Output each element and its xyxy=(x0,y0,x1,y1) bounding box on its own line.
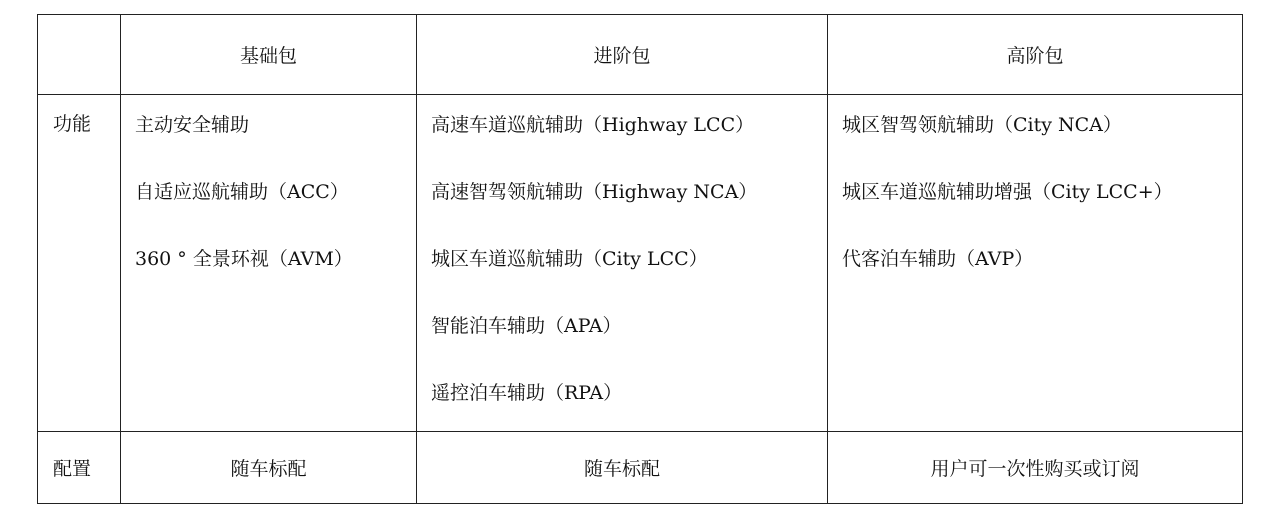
high-config-cell: 用户可一次性购买或订阅 xyxy=(828,432,1243,504)
package-comparison-table xyxy=(37,14,1243,504)
advanced-features-list xyxy=(417,95,827,410)
advanced-config-cell: 随车标配 xyxy=(417,432,828,504)
header-high-package: 高阶包 xyxy=(828,15,1243,95)
high-feature-item: 城区车道巡航辅助增强（City LCC+） xyxy=(842,181,1173,203)
header-row xyxy=(38,15,1243,95)
high-feature-item: 代客泊车辅助（AVP） xyxy=(842,248,1034,270)
advanced-feature-item: 遥控泊车辅助（RPA） xyxy=(431,382,623,404)
header-corner-cell xyxy=(38,15,121,95)
advanced-feature-item: 高速车道巡航辅助（Highway LCC） xyxy=(431,114,755,136)
basic-features-list xyxy=(121,95,416,276)
basic-feature-item: 自适应巡航辅助（ACC） xyxy=(135,181,349,203)
header-advanced-package: 进阶包 xyxy=(417,15,828,95)
advanced-feature-item: 城区车道巡航辅助（City LCC） xyxy=(431,248,708,270)
basic-config-cell: 随车标配 xyxy=(121,432,417,504)
config-label: 配置 xyxy=(38,432,121,504)
high-features-cell xyxy=(828,95,1243,432)
high-feature-item: 城区智驾领航辅助（City NCA） xyxy=(842,114,1122,136)
advanced-feature-item: 智能泊车辅助（APA） xyxy=(431,315,622,337)
advanced-feature-item: 高速智驾领航辅助（Highway NCA） xyxy=(431,181,758,203)
high-features-list xyxy=(828,95,1242,276)
header-basic-package: 基础包 xyxy=(121,15,417,95)
basic-feature-item: 主动安全辅助 xyxy=(135,114,250,136)
basic-feature-item: 360 ° 全景环视（AVM） xyxy=(135,248,353,270)
config-row xyxy=(38,432,1243,504)
advanced-features-cell xyxy=(417,95,828,432)
features-row xyxy=(38,95,1243,432)
features-label: 功能 xyxy=(38,95,121,432)
basic-features-cell xyxy=(121,95,417,432)
